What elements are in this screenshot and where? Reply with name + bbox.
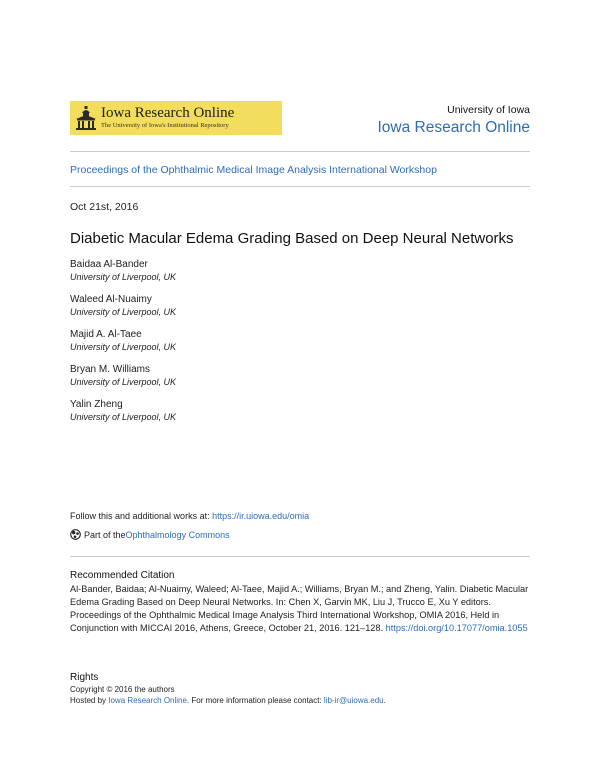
paper-title: Diabetic Macular Edema Grading Based on Deep Neural Networks xyxy=(70,230,514,247)
logo-title: Iowa Research Online xyxy=(101,105,235,122)
iowa-research-online-logo[interactable] xyxy=(70,101,282,135)
follow-line xyxy=(70,511,309,521)
hosted-repository-link[interactable]: Iowa Research Online xyxy=(108,696,187,705)
author-list xyxy=(70,258,176,433)
rights-heading: Rights xyxy=(70,672,99,683)
ophthalmology-commons-link[interactable]: Ophthalmology Commons xyxy=(125,529,230,540)
doi-link[interactable]: https://doi.org/10.17077/omia.1055 xyxy=(385,623,528,633)
repository-branding xyxy=(378,104,531,137)
author-affiliation: University of Liverpool, UK xyxy=(70,342,177,352)
proceedings-divider xyxy=(70,186,530,187)
author-name: Baidaa Al-Bander xyxy=(70,259,148,270)
author-name: Waleed Al-Nuaimy xyxy=(70,294,152,305)
old-capitol-building-icon xyxy=(74,105,98,131)
network-commons-icon xyxy=(70,529,81,540)
university-name: University of Iowa xyxy=(447,104,530,116)
logo-subtitle: The University of Iowa's Institutional Repository xyxy=(101,122,229,130)
author-affiliation: University of Liverpool, UK xyxy=(70,377,177,387)
author-entry xyxy=(70,258,176,283)
follow-text: Follow this and additional works at: xyxy=(70,511,213,521)
author-entry xyxy=(70,398,176,423)
author-entry xyxy=(70,293,176,318)
author-name: Bryan M. Williams xyxy=(70,364,151,375)
logo-text xyxy=(101,106,234,130)
proceedings-link[interactable]: Proceedings of the Ophthalmic Medical Image Analysis International Workshop xyxy=(70,164,437,176)
collection-url-link[interactable]: https://ir.uiowa.edu/omia xyxy=(212,511,310,521)
author-affiliation: University of Liverpool, UK xyxy=(70,412,177,422)
hosted-middle: . For more information please contact: xyxy=(186,696,324,705)
part-of-text: Part of the xyxy=(84,529,126,540)
header-divider xyxy=(70,151,530,152)
hosted-line xyxy=(70,696,386,705)
citation-body xyxy=(70,583,532,635)
publication-date: Oct 21st, 2016 xyxy=(70,201,139,213)
author-entry xyxy=(70,328,176,353)
repository-link[interactable]: Iowa Research Online xyxy=(377,119,530,136)
author-affiliation: University of Liverpool, UK xyxy=(70,307,177,317)
author-affiliation: University of Liverpool, UK xyxy=(70,272,177,282)
author-name: Majid A. Al-Taee xyxy=(70,329,142,340)
citation-divider xyxy=(70,556,530,557)
citation-text: Al-Bander, Baidaa; Al-Nuaimy, Waleed; Al-Taee, Majid A.; Williams, Bryan M.; and Zheng, Yalin. Diabetic Macular Edema Grading Based on Deep Neural Networks. In: Chen X, Garvin MK, Liu J, Trucco E, Xu Y editors. Proceedings of the Ophthalmic Medical Image Analysis Third International Workshop, OMIA 2016, Held in Conjunction with MICCAI 2016, Athens, Greece, October 21, 2016. 121–128. xyxy=(70,584,529,633)
part-of-line xyxy=(70,529,230,540)
contact-email-link[interactable]: lib-ir@uiowa.edu xyxy=(323,696,384,705)
author-name: Yalin Zheng xyxy=(70,399,123,410)
hosted-prefix: Hosted by xyxy=(70,696,109,705)
hosted-suffix: . xyxy=(383,696,386,705)
citation-heading: Recommended Citation xyxy=(70,570,175,581)
copyright-line: Copyright © 2016 the authors xyxy=(70,685,175,694)
author-entry xyxy=(70,363,176,388)
